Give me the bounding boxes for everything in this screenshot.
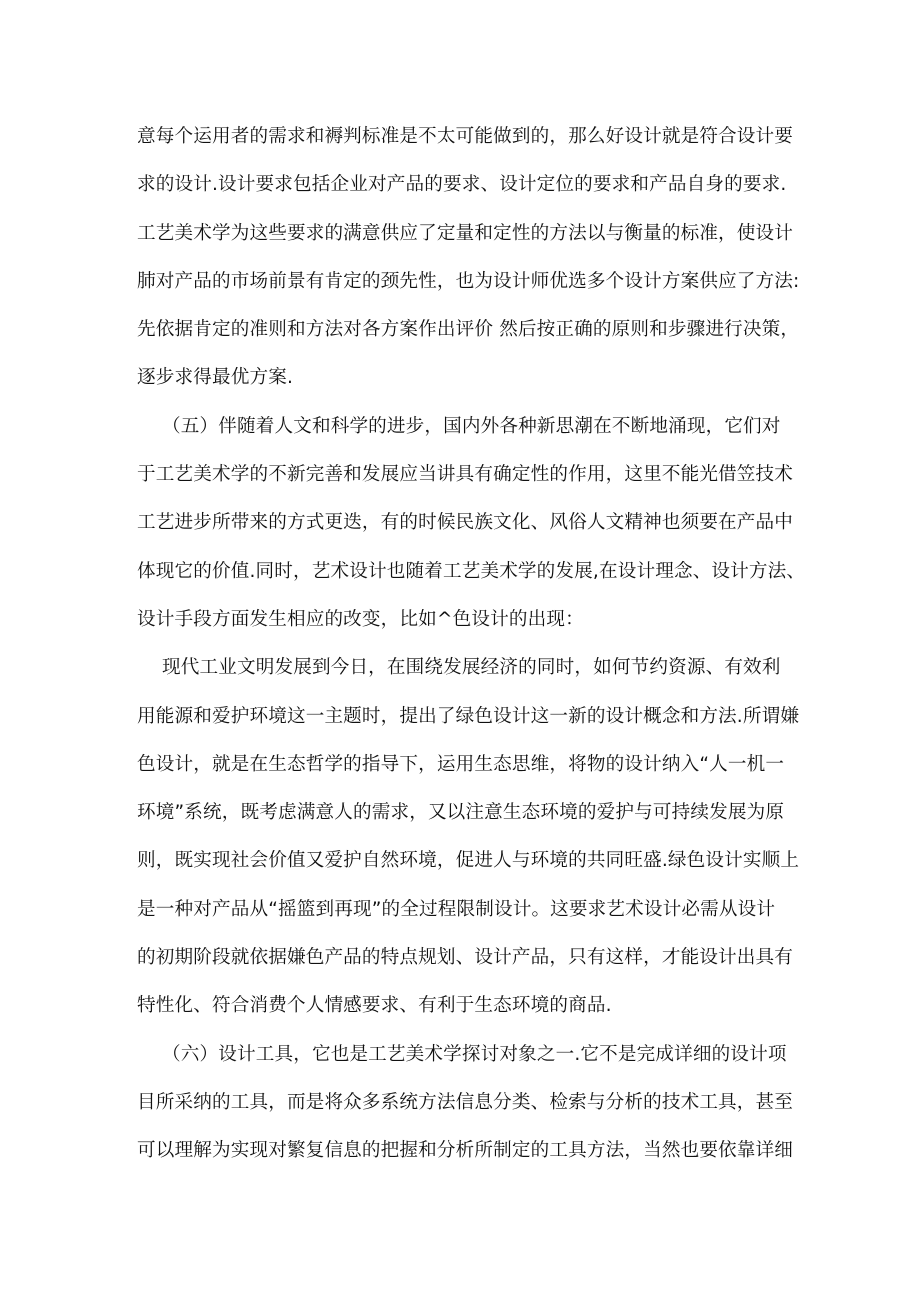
text-line: 逐步求得最优方案. xyxy=(137,367,294,389)
text-line: 可以理解为实现对繁复信息的把握和分析所制定的工具方法，当然也要依靠详细 xyxy=(137,1140,794,1162)
paragraph-first-line: （六）设计工具，它也是工艺美术学探讨对象之一.它不是完成详细的设计项 xyxy=(162,1043,787,1065)
text-line: 是一种对产品从“摇篮到再现”的全过程限制设计。这要求艺术设计必需从设计 xyxy=(137,898,776,920)
paragraph-first-line: （五）伴随着人文和科学的进步，国内外各种新思潮在不断地涌现，它们对 xyxy=(162,415,781,437)
text-line: 目所采纳的工具，而是将众多系统方法信息分类、检索与分析的技术工具，甚至 xyxy=(137,1091,794,1113)
text-line: 肺对产品的市场前景有肯定的颈先性，也为设计师优选多个设计方案供应了方法: xyxy=(137,270,800,292)
text-line: 工艺进步所带来的方式更迭，有的时候民族文化、风俗人文精神也须要在产品中 xyxy=(137,512,794,534)
text-line: 用能源和爱护环境这一主题时，提出了绿色设计这一新的设计概念和方法.所谓嫌 xyxy=(137,705,800,727)
paragraph-first-line: 现代工业文明发展到今日，在围绕发展经济的同时，如何节约资源、有效利 xyxy=(162,657,781,679)
text-line: 则，既实现社会价值又爱护自然环境，促进人与环境的共同旺盛.绿色设计实顺上 xyxy=(137,850,800,872)
text-line: 设计手段方面发生相应的改变，比如^色设计的出现： xyxy=(137,608,584,630)
text-line: 体现它的价值.同时，艺术设计也随着工艺美术学的发展,在设计理念、设计方法、 xyxy=(137,560,806,582)
text-line: 环境”系统，既考虑满意人的需求，又以注意生态环境的爱护与可持续发展为原 xyxy=(137,802,785,824)
text-line: 意每个运用者的需求和褥判标准是不太可能做到的，那么好设计就是符合设计要 xyxy=(137,126,794,147)
document-body xyxy=(137,113,806,1176)
text-line: 工艺美术学为这些要求的满意供应了定量和定性的方法以与衡量的标准，使设计 xyxy=(137,222,794,244)
text-line: 求的设计.设计要求包括企业对产品的要求、设计定位的要求和产品自身的要求. xyxy=(137,174,787,196)
text-line: 先依据肯定的准则和方法对各方案作出评价 然后按正确的原则和步骤进行决策， xyxy=(137,319,800,341)
text-line: 特性化、符合消费个人情感要求、有利于生态环境的商品. xyxy=(137,995,612,1017)
text-line: 的初期阶段就依据嫌色产品的特点规划、设计产品，只有这样，才能设计出具有 xyxy=(137,947,794,969)
text-line: 色设计，就是在生态哲学的指导下，运用生态思维，将物的设计纳入“人一机一 xyxy=(137,753,785,775)
text-line: 于工艺美术学的不新完善和发展应当讲具有确定性的作用，这里不能光借笠技术 xyxy=(137,464,794,486)
